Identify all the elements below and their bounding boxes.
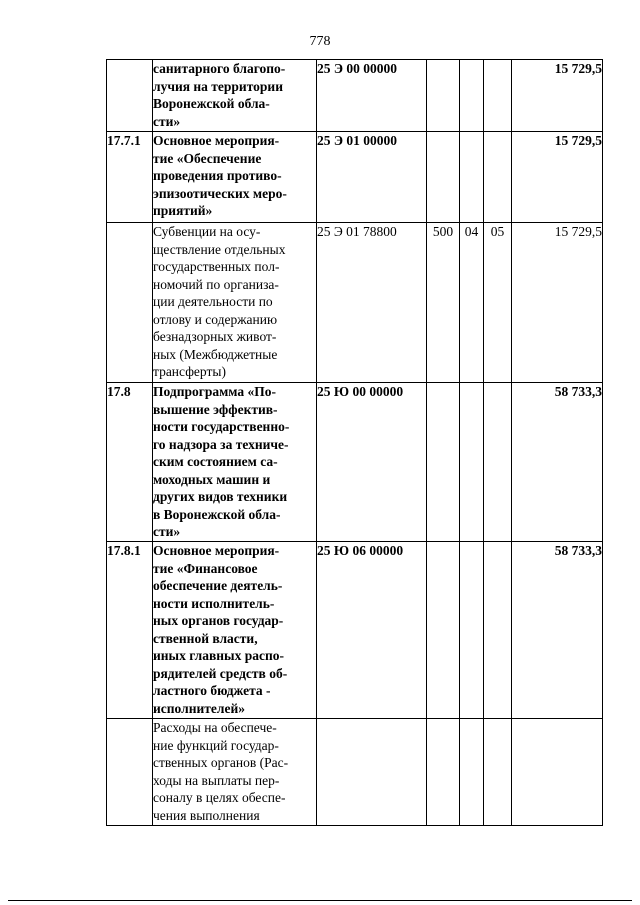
- budget-table: [106, 59, 603, 826]
- row-name: [153, 132, 317, 223]
- row-name-line: ществление отдельных: [153, 241, 286, 257]
- row-name-line: ных (Межбюджетные: [153, 346, 278, 362]
- row-pr: [484, 132, 512, 223]
- row-name-line: номочий по организа-: [153, 276, 279, 292]
- row-code: 25 Э 00 00000: [317, 60, 427, 132]
- row-name-line: ции деятельности по: [153, 294, 273, 309]
- row-name-line: безнадзорных живот-: [153, 329, 277, 344]
- row-number: 17.7.1: [107, 132, 153, 223]
- row-pr: [484, 383, 512, 542]
- table-row: [107, 542, 603, 719]
- row-name-line: го надзора за техниче-: [153, 436, 289, 452]
- row-name-line: ности государственно-: [153, 419, 290, 434]
- row-name-line: сти»: [153, 113, 181, 129]
- row-name-line: ных органов государ-: [153, 613, 284, 628]
- row-sum: 15 729,5: [512, 223, 603, 383]
- row-pr: [484, 542, 512, 719]
- row-name-line: в Воронежской обла-: [153, 506, 281, 522]
- table-row: [107, 223, 603, 383]
- row-rz: [460, 60, 484, 132]
- row-name-line: эпизоотических меро-: [153, 185, 287, 201]
- row-name-line: моходных машин и: [153, 471, 271, 487]
- row-sum: 15 729,5: [512, 60, 603, 132]
- row-name-line: приятий»: [153, 203, 213, 218]
- row-pr: 05: [484, 223, 512, 383]
- row-rz: 04: [460, 223, 484, 383]
- row-name: [153, 719, 317, 826]
- bottom-rule: [8, 900, 632, 901]
- row-name: [153, 542, 317, 719]
- row-number: 17.8.1: [107, 542, 153, 719]
- row-rz: [460, 383, 484, 542]
- row-number: [107, 223, 153, 383]
- row-name-line: государственных пол-: [153, 259, 280, 274]
- row-name-line: вышение эффектив-: [153, 401, 278, 417]
- row-name-line: Субвенции на осу-: [153, 224, 261, 239]
- row-code: [317, 719, 427, 826]
- row-name-line: чения выполнения: [153, 807, 260, 823]
- row-name-line: трансферты): [153, 364, 226, 379]
- row-sum: 58 733,3: [512, 383, 603, 542]
- row-name-line: сти»: [153, 524, 181, 539]
- row-name: [153, 223, 317, 383]
- page-number: 778: [309, 34, 331, 49]
- row-name-line: других видов техники: [153, 489, 288, 504]
- row-pr: [484, 719, 512, 826]
- row-number: [107, 60, 153, 132]
- row-rz: [460, 542, 484, 719]
- row-name-line: Воронежской обла-: [153, 96, 270, 111]
- row-name-line: проведения противо-: [153, 168, 282, 183]
- row-name-line: ности исполнитель-: [153, 595, 275, 611]
- row-name-line: тие «Финансовое: [153, 560, 258, 576]
- table-row: [107, 719, 603, 826]
- row-rz: [460, 132, 484, 223]
- row-name-line: санитарного благопо-: [153, 61, 286, 76]
- row-sum: [512, 719, 603, 826]
- row-name: [153, 60, 317, 132]
- row-code: 25 Э 01 00000: [317, 132, 427, 223]
- row-number: 17.8: [107, 383, 153, 542]
- row-ved: [427, 542, 460, 719]
- row-name-line: иных главных распо-: [153, 648, 284, 663]
- row-code: 25 Ю 06 00000: [317, 542, 427, 719]
- row-name-line: Подпрограмма «По-: [153, 384, 277, 399]
- row-name-line: ским состоянием са-: [153, 454, 278, 469]
- row-name-line: Основное мероприя-: [153, 543, 280, 558]
- row-sum: 58 733,3: [512, 542, 603, 719]
- row-ved: 500: [427, 223, 460, 383]
- row-name-line: соналу в целях обеспе-: [153, 790, 286, 805]
- row-name-line: исполнителей»: [153, 700, 245, 716]
- row-ved: [427, 60, 460, 132]
- row-name: [153, 383, 317, 542]
- row-pr: [484, 60, 512, 132]
- row-name-line: лучия на территории: [153, 78, 283, 94]
- row-name-line: Расходы на обеспече-: [153, 720, 277, 735]
- row-ved: [427, 383, 460, 542]
- row-sum: 15 729,5: [512, 132, 603, 223]
- row-name-line: тие «Обеспечение: [153, 150, 262, 166]
- table-row: [107, 60, 603, 132]
- row-code: 25 Э 01 78800: [317, 223, 427, 383]
- row-name-line: ственных органов (Рас-: [153, 755, 289, 770]
- row-name-line: ластного бюджета -: [153, 683, 271, 698]
- row-name-line: ние функций государ-: [153, 737, 279, 753]
- row-rz: [460, 719, 484, 826]
- table-row: [107, 383, 603, 542]
- row-ved: [427, 132, 460, 223]
- row-ved: [427, 719, 460, 826]
- row-code: 25 Ю 00 00000: [317, 383, 427, 542]
- row-name-line: рядителей средств об-: [153, 665, 288, 681]
- row-name-line: обеспечение деятель-: [153, 578, 283, 593]
- row-name-line: Основное мероприя-: [153, 133, 280, 148]
- row-name-line: ственной власти,: [153, 630, 258, 646]
- row-name-line: ходы на выплаты пер-: [153, 772, 280, 788]
- row-number: [107, 719, 153, 826]
- row-name-line: отлову и содержанию: [153, 311, 278, 327]
- table-row: [107, 132, 603, 223]
